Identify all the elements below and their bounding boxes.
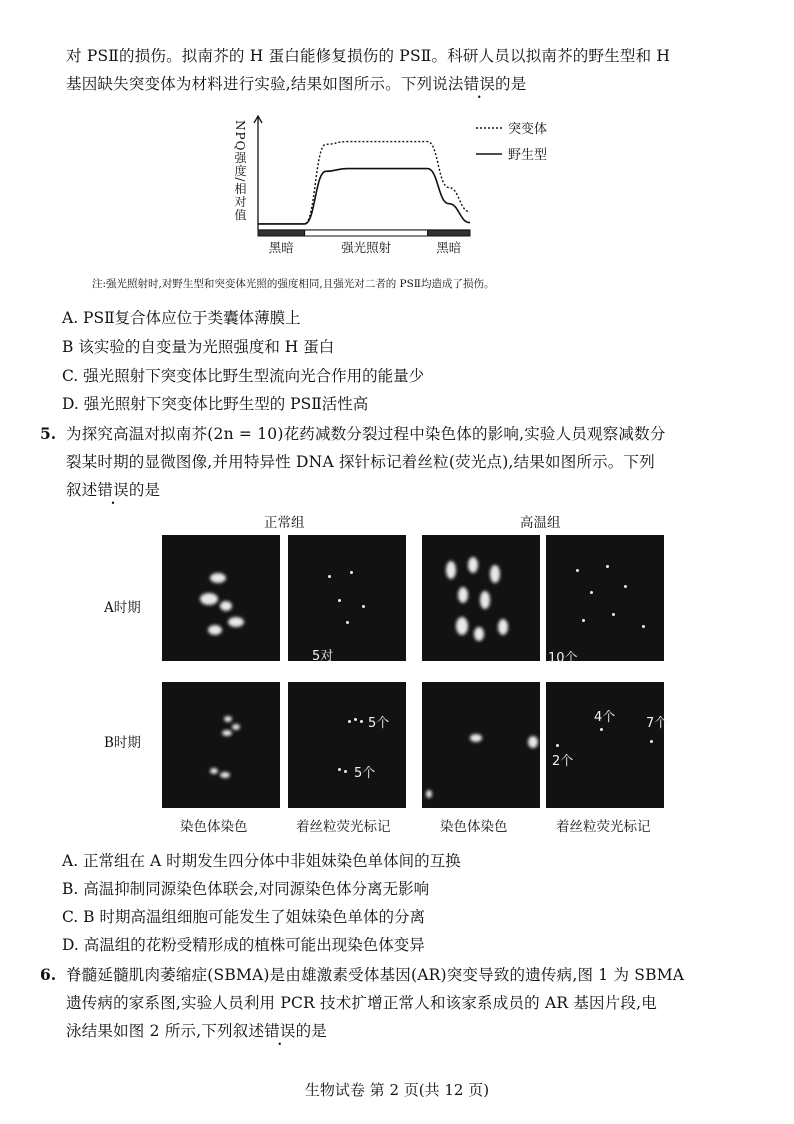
q5-line-3-end: 的是 (128, 481, 161, 499)
q5-line-1: 为探究高温对拟南芥(2n = 10)花药减数分裂过程中染色体的影响,实验人员观察减数分 (66, 425, 666, 443)
col-label-normal-stain: 染色体染色 (180, 819, 248, 835)
micrograph-normal-b-fluor (288, 682, 406, 808)
micrograph-high-a-stain (422, 535, 540, 661)
micrograph-normal-b-stain (162, 682, 280, 808)
q5-number: 5. (40, 424, 57, 443)
q4-option-d: D. 强光照射下突变体比野生型的 PSⅡ活性高 (62, 395, 369, 413)
phase-label-2: 黑暗 (436, 240, 462, 255)
row-label-a: A时期 (104, 600, 141, 616)
micrograph-high-a-fluor (546, 535, 664, 666)
phase-label-0: 黑暗 (268, 240, 294, 255)
q6-line-3 (66, 1021, 327, 1041)
label-b-high-2: 7个 (646, 716, 668, 731)
emphasis-word: 错误 (264, 1022, 296, 1040)
phase-bar-0 (258, 230, 305, 236)
y-axis-label: NPQ强度/相对值 (233, 120, 247, 222)
group-high-title: 高温组 (520, 515, 561, 531)
intro-line-1: 对 PSⅡ的损伤。拟南芥的 H 蛋白能修复损伤的 PSⅡ。科研人员以拟南芥的野生型和 H (66, 47, 671, 65)
col-label-normal-fluor: 着丝粒荧光标记 (296, 819, 391, 835)
emphasis-word: 错误 (463, 75, 496, 93)
label-a-normal: 5对 (312, 649, 334, 664)
label-b-normal-bottom: 5个 (354, 766, 376, 781)
phase-bar-2 (428, 230, 470, 236)
q5-line-3-text: 叙述 (66, 481, 98, 499)
group-normal-title: 正常组 (264, 515, 305, 531)
q5-option-a: A. 正常组在 A 时期发生四分体中非姐妹染色单体间的互换 (62, 852, 461, 870)
micrograph-high-b-stain (422, 682, 540, 808)
label-b-high-3: 2个 (552, 754, 574, 769)
q5-option-d: D. 高温组的花粉受精形成的植株可能出现染色体变异 (62, 936, 425, 954)
micrograph-high-b-fluor (546, 682, 668, 808)
q4-option-b: B 该实验的自变量为光照强度和 H 蛋白 (62, 338, 335, 356)
q5-option-c: C. B 时期高温组细胞可能发生了姐妹染色单体的分离 (62, 908, 425, 926)
q4-option-c: C. 强光照射下突变体比野生型流向光合作用的能量少 (62, 367, 425, 385)
q6-line-3-text: 泳结果如图 2 所示,下列叙述 (66, 1022, 265, 1040)
q6-line-2: 遗传病的家系图,实验人员利用 PCR 技术扩增正常人和该家系成员的 AR 基因片段,电 (66, 994, 657, 1012)
micrograph-normal-a-fluor (288, 535, 406, 664)
col-label-high-fluor: 着丝粒荧光标记 (556, 819, 651, 835)
page-footer: 生物试卷 第 2 页(共 12 页) (304, 1081, 490, 1099)
q6-line-3-end: 的是 (295, 1022, 327, 1040)
q5-option-b: B. 高温抑制同源染色体联会,对同源染色体分离无影响 (62, 880, 430, 898)
legend-label-1: 野生型 (508, 148, 548, 163)
q6-line-1: 脊髓延髓肌肉萎缩症(SBMA)是由雄激素受体基因(AR)突变导致的遗传病,图 1 为 SBMA (66, 966, 685, 984)
chart-axes (233, 116, 470, 255)
intro-line-2 (66, 74, 526, 94)
series-line-1 (258, 169, 470, 224)
chart-legend (476, 121, 547, 163)
q5-line-2: 裂某时期的显微图像,并用特异性 DNA 探针标记着丝粒(荧光点),结果如图所示。下列 (66, 453, 655, 471)
row-label-b: B时期 (104, 735, 141, 751)
intro-line-2-end: 的是 (495, 75, 527, 93)
legend-label-0: 突变体 (508, 122, 548, 137)
chart-note: 注:强光照射时,对野生型和突变体光照的强度相同,且强光对二者的 PSⅡ均造成了损伤。 (92, 278, 495, 290)
phase-bar-1 (305, 230, 428, 236)
series-line-0 (258, 142, 470, 224)
intro-line-2-text: 基因缺失突变体为材料进行实验,结果如图所示。下列说法 (66, 75, 464, 93)
chart-lines (258, 142, 470, 224)
micrograph-normal-a-stain (162, 535, 280, 661)
q6-number: 6. (40, 965, 57, 984)
emphasis-word: 错误 (97, 481, 129, 499)
label-b-high-1: 4个 (594, 710, 616, 725)
q5-line-3 (66, 480, 160, 500)
q4-option-a: A. PSⅡ复合体应位于类囊体薄膜上 (62, 309, 301, 327)
col-label-high-stain: 染色体染色 (440, 819, 508, 835)
label-a-high: 10个 (548, 651, 578, 666)
label-b-normal-top: 5个 (368, 716, 390, 731)
phase-label-1: 强光照射 (341, 240, 392, 255)
npq-chart (228, 106, 588, 266)
